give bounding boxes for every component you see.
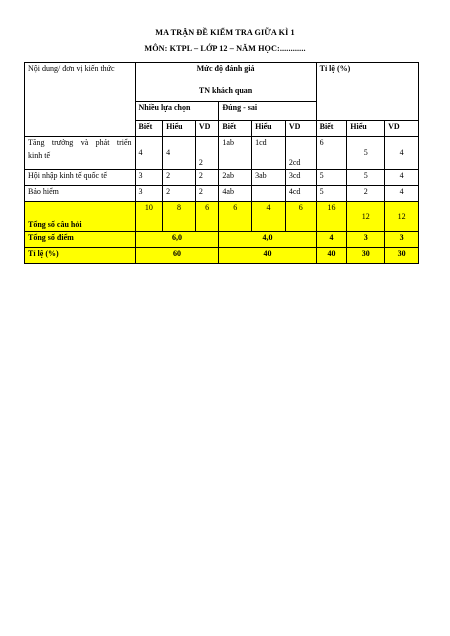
table-cell: 16 [316,202,347,232]
total-points-label: Tổng số điểm [25,232,136,248]
level-apply-ratio: VD [385,121,419,137]
row-label: Hội nhập kinh tế quốc tế [25,170,136,186]
table-cell: 3 [347,232,385,248]
table-cell: 12 [347,202,385,232]
header-level-group: Mức độ đánh giá [135,63,316,85]
table-cell: 1ab [219,137,252,170]
table-cell: 2cd [285,137,316,170]
table-cell: 4 [385,137,419,170]
table-cell: 2 [195,170,219,186]
total-points-row [25,232,419,248]
table-cell: 5 [316,186,347,202]
total-questions-row [25,202,419,232]
table-cell: 3cd [285,170,316,186]
document-subtitle: MÔN: KTPL – LỚP 12 – NĂM HỌC:............ [144,44,306,53]
total-questions-label: Tổng số câu hỏi [25,202,136,232]
level-apply-tf: VD [285,121,316,137]
table-row [25,186,419,202]
table-cell: 4 [252,202,286,232]
table-cell: 4ab [219,186,252,202]
assessment-matrix-table [24,62,419,264]
table-cell: 3 [135,170,163,186]
level-know-ratio: Biết [316,121,347,137]
table-cell: 3ab [252,170,286,186]
header-ratio-group: Tỉ lệ (%) [316,63,418,121]
table-cell: 2ab [219,170,252,186]
table-cell: 6 [285,202,316,232]
table-cell: 4cd [285,186,316,202]
level-apply-mc: VD [195,121,219,137]
level-know-tf: Biết [219,121,252,137]
table-cell: 6 [195,202,219,232]
level-know-mc: Biết [135,121,163,137]
table-cell: 1cd [252,137,286,170]
total-ratio-row [25,248,419,264]
table-cell: 2 [163,170,196,186]
table-cell: 4 [135,137,163,170]
total-ratio-label: Tỉ lệ (%) [25,248,136,264]
header-true-false: Đúng - sai [219,102,316,121]
table-cell: 2 [347,186,385,202]
table-cell: 6 [219,202,252,232]
table-row [25,170,419,186]
table-cell: 30 [347,248,385,264]
table-cell: 30 [385,248,419,264]
level-understand-tf: Hiểu [252,121,286,137]
ratio-true-false: 40 [219,248,316,264]
table-cell: 5 [347,137,385,170]
table-cell: 12 [385,202,419,232]
level-understand-ratio: Hiểu [347,121,385,137]
table-cell: 5 [347,170,385,186]
table-cell: 3 [135,186,163,202]
table-cell: 2 [163,186,196,202]
header-objective: TN khách quan [135,85,316,102]
table-cell: 4 [163,137,196,170]
points-true-false: 4,0 [219,232,316,248]
row-label: Bảo hiểm [25,186,136,202]
table-cell: 4 [385,170,419,186]
table-cell: 10 [135,202,163,232]
table-cell: 40 [316,248,347,264]
level-understand-mc: Hiểu [163,121,196,137]
table-cell: 5 [316,170,347,186]
table-cell: 2 [195,137,219,170]
row-label: Tăng trưởng và phát triển kinh tế [25,137,136,170]
document-title: MA TRẬN ĐỀ KIỂM TRA GIỮA KÌ 1 [155,28,295,37]
table-cell: 4 [385,186,419,202]
table-cell: 4 [316,232,347,248]
points-multiple-choice: 6,0 [135,232,219,248]
table-cell [252,186,286,202]
table-row [25,137,419,170]
header-content-col: Nội dung/ đơn vị kiến thức [25,63,136,137]
header-multiple-choice: Nhiều lựa chọn [135,102,219,121]
ratio-multiple-choice: 60 [135,248,219,264]
table-cell: 6 [316,137,347,170]
table-cell: 8 [163,202,196,232]
table-cell: 3 [385,232,419,248]
table-cell: 2 [195,186,219,202]
